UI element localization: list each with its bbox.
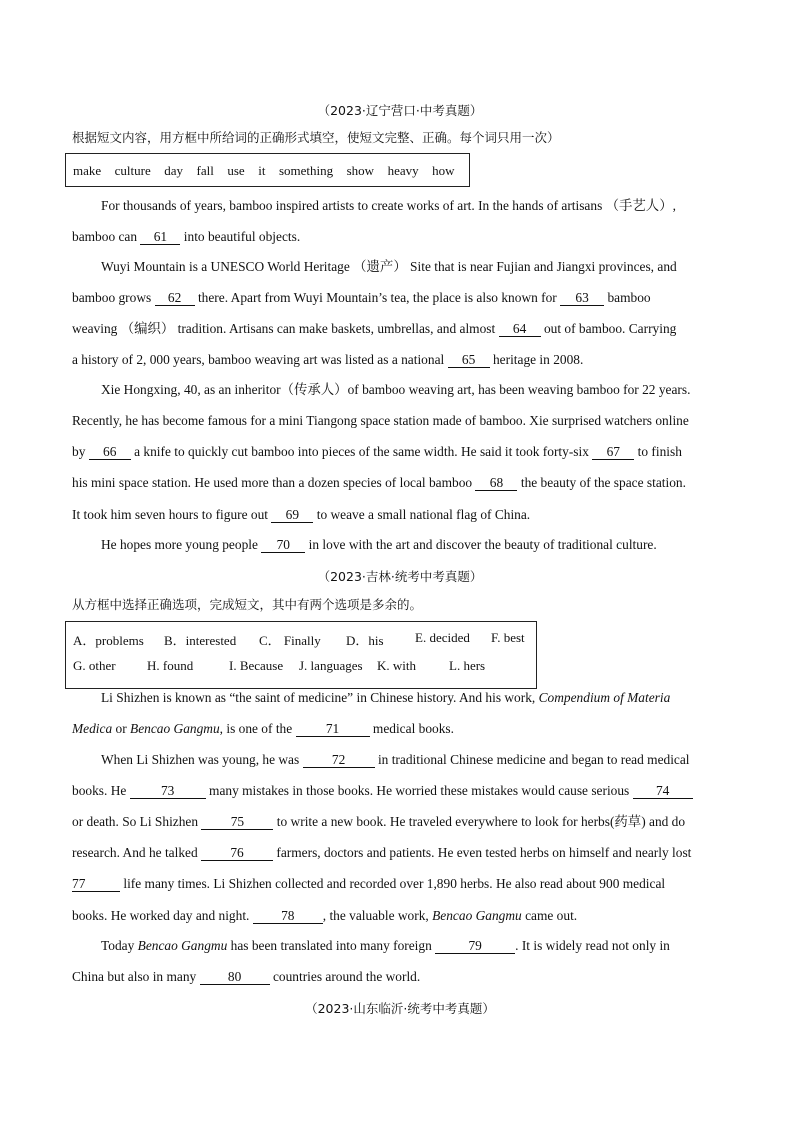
paragraph-line: or death. So Li Shizhen 75 to write a new book. He traveled everywhere to look for herbs(药草) and do — [72, 814, 686, 829]
blank-67[interactable]: 67 — [592, 445, 634, 460]
word: make — [73, 163, 102, 178]
section3-header: （2023·山东临沂·统考中考真题） — [305, 1001, 495, 1016]
paragraph-line: bamboo grows 62 there. Apart from Wuyi Mountain’s tea, the place is also known for 63 bamboo — [72, 290, 651, 305]
word: day — [164, 163, 184, 178]
blank-73[interactable]: 73 — [130, 784, 206, 799]
paragraph-line: bamboo can 61 into beautiful objects. — [72, 229, 301, 244]
option: H. found — [147, 658, 194, 673]
word: fall — [196, 163, 214, 178]
paragraph-line: by 66 a knife to quickly cut bamboo into pieces of the same width. He said it took forty-six 67 to finish — [72, 444, 682, 459]
word: it — [258, 163, 266, 178]
paragraph-line: It took him seven hours to figure out 69 to weave a small national flag of China. — [72, 507, 531, 522]
option: J. languages — [299, 658, 363, 673]
blank-72[interactable]: 72 — [303, 753, 375, 768]
word: heavy — [387, 163, 419, 178]
option: K. with — [377, 658, 416, 673]
blank-74[interactable]: 74 — [633, 784, 693, 799]
paragraph-line: his mini space station. He used more than a dozen species of local bamboo 68 the beauty of the space station. — [72, 475, 686, 490]
blank-68[interactable]: 68 — [475, 476, 517, 491]
paragraph-line: Li Shizhen is known as “the saint of medicine” in Chinese history. And his work, Compendium of Materia — [101, 690, 671, 705]
option: C． Finally — [259, 633, 321, 648]
word: how — [432, 163, 455, 178]
section2-header: （2023·吉林·统考中考真题） — [317, 569, 483, 584]
blank-79[interactable]: 79 — [435, 939, 515, 954]
section1-header: （2023·辽宁营口·中考真题） — [317, 103, 483, 118]
option: A．problems — [73, 633, 144, 648]
paragraph-line: 77 life many times. Li Shizhen collected and recorded over 1,890 herbs. He also read about 900 medical — [72, 876, 666, 891]
blank-64[interactable]: 64 — [499, 322, 541, 337]
option: E. decided — [415, 630, 470, 645]
paragraph-line: Today Bencao Gangmu has been translated into many foreign 79 . It is widely read not only in — [101, 938, 670, 953]
blank-80[interactable]: 80 — [200, 970, 270, 985]
option: D．his — [346, 633, 384, 648]
blank-62[interactable]: 62 — [155, 291, 195, 306]
blank-78[interactable]: 78 — [253, 909, 323, 924]
word: culture — [114, 163, 151, 178]
paragraph-line: a history of 2, 000 years, bamboo weaving art was listed as a national 65 heritage in 2008. — [72, 352, 584, 367]
word-list — [73, 163, 468, 179]
word: something — [278, 163, 334, 178]
blank-71[interactable]: 71 — [296, 722, 370, 737]
paragraph-line: For thousands of years, bamboo inspired artists to create works of art. In the hands of artisans （手艺人）, — [101, 198, 676, 213]
blank-63[interactable]: 63 — [560, 291, 604, 306]
section2-instruction: 从方框中选择正确选项，完成短文，其中有两个选项是多余的。 — [72, 597, 423, 612]
blank-70[interactable]: 70 — [261, 538, 305, 553]
option: I. Because — [229, 658, 284, 673]
paragraph-line: Recently, he has become famous for a mini Tiangong space station made of bamboo. Xie surprised watchers online — [72, 413, 689, 428]
paragraph-line: books. He 73 many mistakes in those books. He worried these mistakes would cause serious 74 — [72, 783, 693, 799]
paragraph-line: He hopes more young people 70 in love with the art and discover the beauty of traditional culture. — [101, 537, 657, 552]
blank-76[interactable]: 76 — [201, 846, 273, 861]
paragraph-line: Wuyi Mountain is a UNESCO World Heritage （遗产） Site that is near Fujian and Jiangxi provinces, and — [101, 259, 677, 274]
word: use — [227, 163, 245, 178]
options-box — [65, 621, 537, 689]
option: L. hers — [449, 658, 486, 673]
paragraph-line: weaving （编织） tradition. Artisans can make baskets, umbrellas, and almost 64 out of bamboo. Carrying — [72, 321, 677, 336]
paragraph-line: When Li Shizhen was young, he was 72 in traditional Chinese medicine and began to read medical — [101, 752, 690, 767]
blank-77[interactable]: 77 — [72, 877, 120, 892]
paragraph-line: Xie Hongxing, 40, as an inheritor（传承人）of bamboo weaving art, has been weaving bamboo for 22 years. — [101, 382, 691, 397]
paragraph-line: China but also in many 80 countries around the world. — [72, 969, 421, 984]
blank-61[interactable]: 61 — [140, 230, 180, 245]
option: B．interested — [164, 633, 237, 648]
word: show — [346, 163, 375, 178]
option: F. best — [491, 630, 525, 645]
option: G. other — [73, 658, 116, 673]
blank-66[interactable]: 66 — [89, 445, 131, 460]
blank-65[interactable]: 65 — [448, 353, 490, 368]
blank-69[interactable]: 69 — [271, 508, 313, 523]
paragraph-line: Medica or Bencao Gangmu, is one of the 71 medical books. — [72, 721, 454, 736]
paragraph-line: research. And he talked 76 farmers, doctors and patients. He even tested herbs on himself and nearly lost — [72, 845, 692, 860]
paragraph-line: books. He worked day and night. 78 , the valuable work, Bencao Gangmu came out. — [72, 908, 578, 923]
blank-75[interactable]: 75 — [201, 815, 273, 830]
section1-instruction: 根据短文内容，用方框中所给词的正确形式填空，使短文完整、正确。每个词只用一次） — [72, 130, 560, 145]
word-box — [65, 153, 470, 187]
